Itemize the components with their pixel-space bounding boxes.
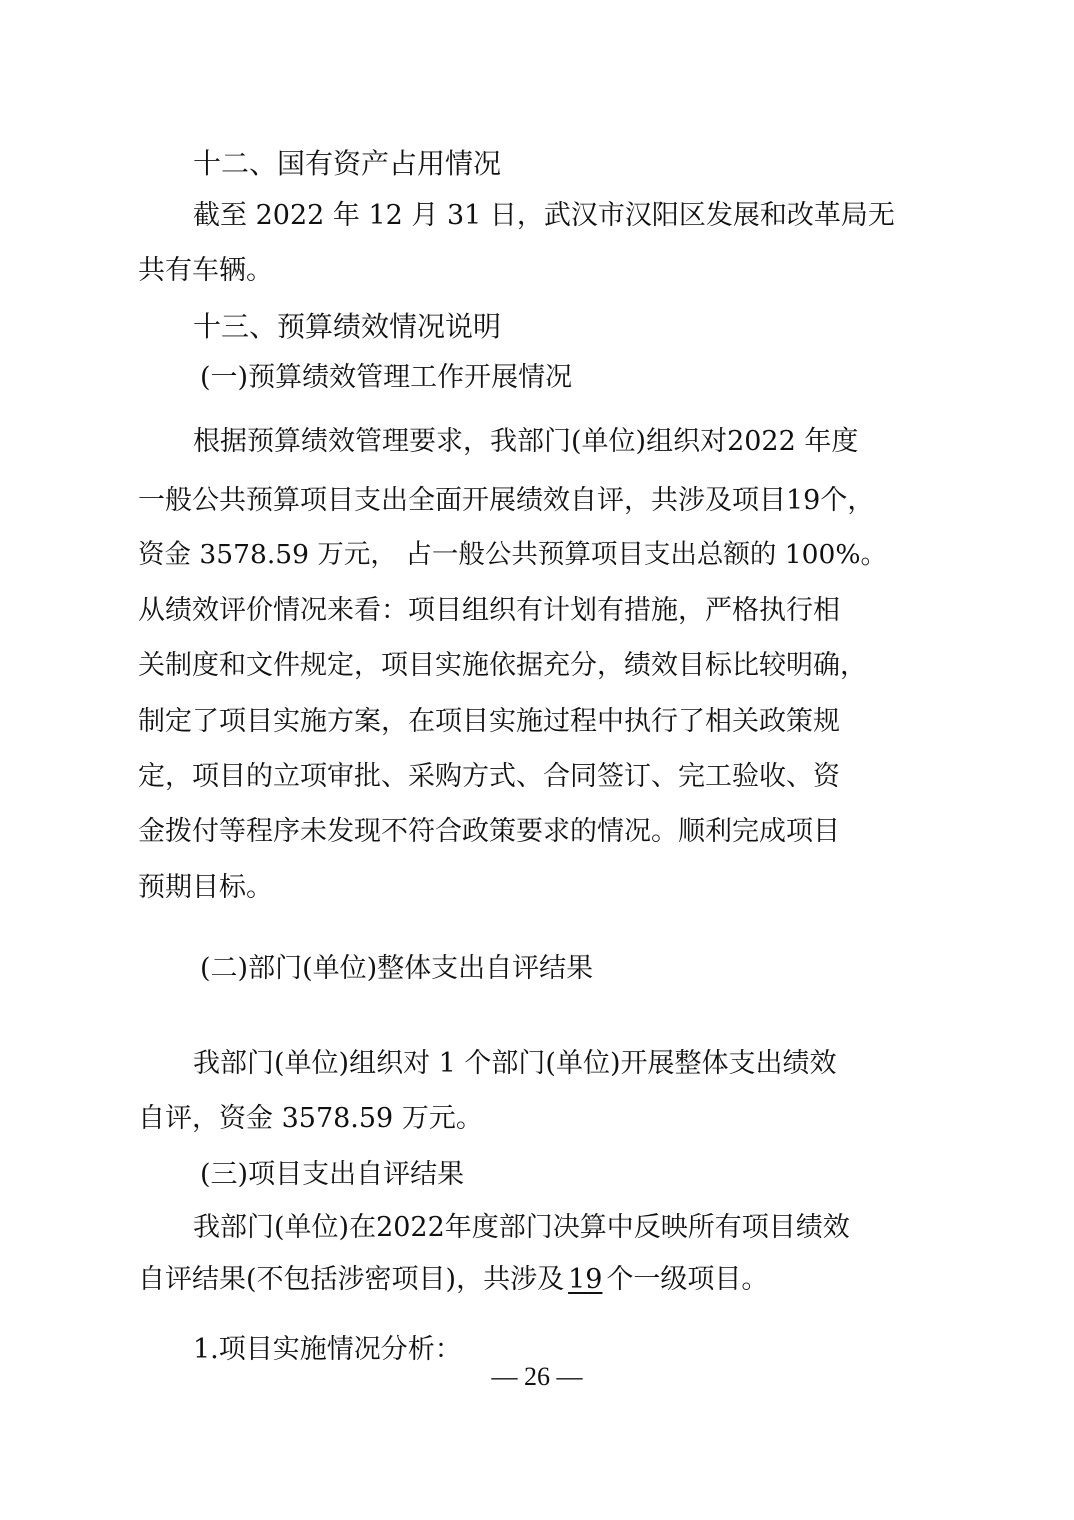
section-12-heading: 十二、国有资产占用情况: [193, 147, 502, 180]
subsection-1-line-3: 资金 3578.59 万元， 占一般公共预算项目支出总额的 100%。: [138, 539, 888, 570]
subsection-1-line-2: 一般公共预算项目支出全面开展绩效自评，共涉及项目19个，: [138, 485, 875, 516]
subsection-3-line-2: [138, 1266, 768, 1293]
subsection-2-heading: (二)部门(单位)整体支出自评结果: [200, 953, 594, 984]
page-number: — 26 —: [491, 1362, 583, 1391]
project-count: 19: [568, 1264, 603, 1295]
subsection-2-line-1: 我部门(单位)组织对 1 个部门(单位)开展整体支出绩效: [193, 1048, 837, 1079]
subsection-1-line-5: 关制度和文件规定，项目实施依据充分，绩效目标比较明确，: [138, 650, 867, 681]
section-12-line-2: 共有车辆。: [138, 255, 273, 286]
subsection-3-line-1: 我部门(单位)在2022年度部门决算中反映所有项目绩效: [193, 1212, 850, 1243]
subsection-1-line-6: 制定了项目实施方案，在项目实施过程中执行了相关政策规: [138, 706, 840, 737]
subsection-1-line-1: 根据预算绩效管理要求，我部门(单位)组织对2022 年度: [193, 426, 859, 457]
subsection-1-line-7: 定，项目的立项审批、采购方式、合同签订、完工验收、资: [138, 761, 840, 792]
subsection-3-line-2-text: 自评结果(不包括涉密项目)，共涉及: [138, 1264, 565, 1295]
subsection-3-heading: (三)项目支出自评结果: [200, 1159, 465, 1190]
subsection-1-heading: (一)预算绩效管理工作开展情况: [200, 362, 573, 393]
subsection-1-line-4: 从绩效评价情况来看：项目组织有计划有措施，严格执行相: [138, 595, 840, 626]
section-13-heading: 十三、预算绩效情况说明: [193, 310, 502, 343]
subsection-2-line-2: 自评，资金 3578.59 万元。: [138, 1103, 483, 1134]
subsection-3-line-2-tail: 个一级项目。: [606, 1264, 769, 1295]
subsection-1-line-9: 预期目标。: [138, 872, 273, 903]
subsection-1-line-8: 金拨付等程序未发现不符合政策要求的情况。顺利完成项目: [138, 816, 840, 847]
section-12-line-1: 截至 2022 年 12 月 31 日，武汉市汉阳区发展和改革局无: [193, 200, 895, 231]
item-1-heading: 1.项目实施情况分析：: [193, 1334, 462, 1365]
